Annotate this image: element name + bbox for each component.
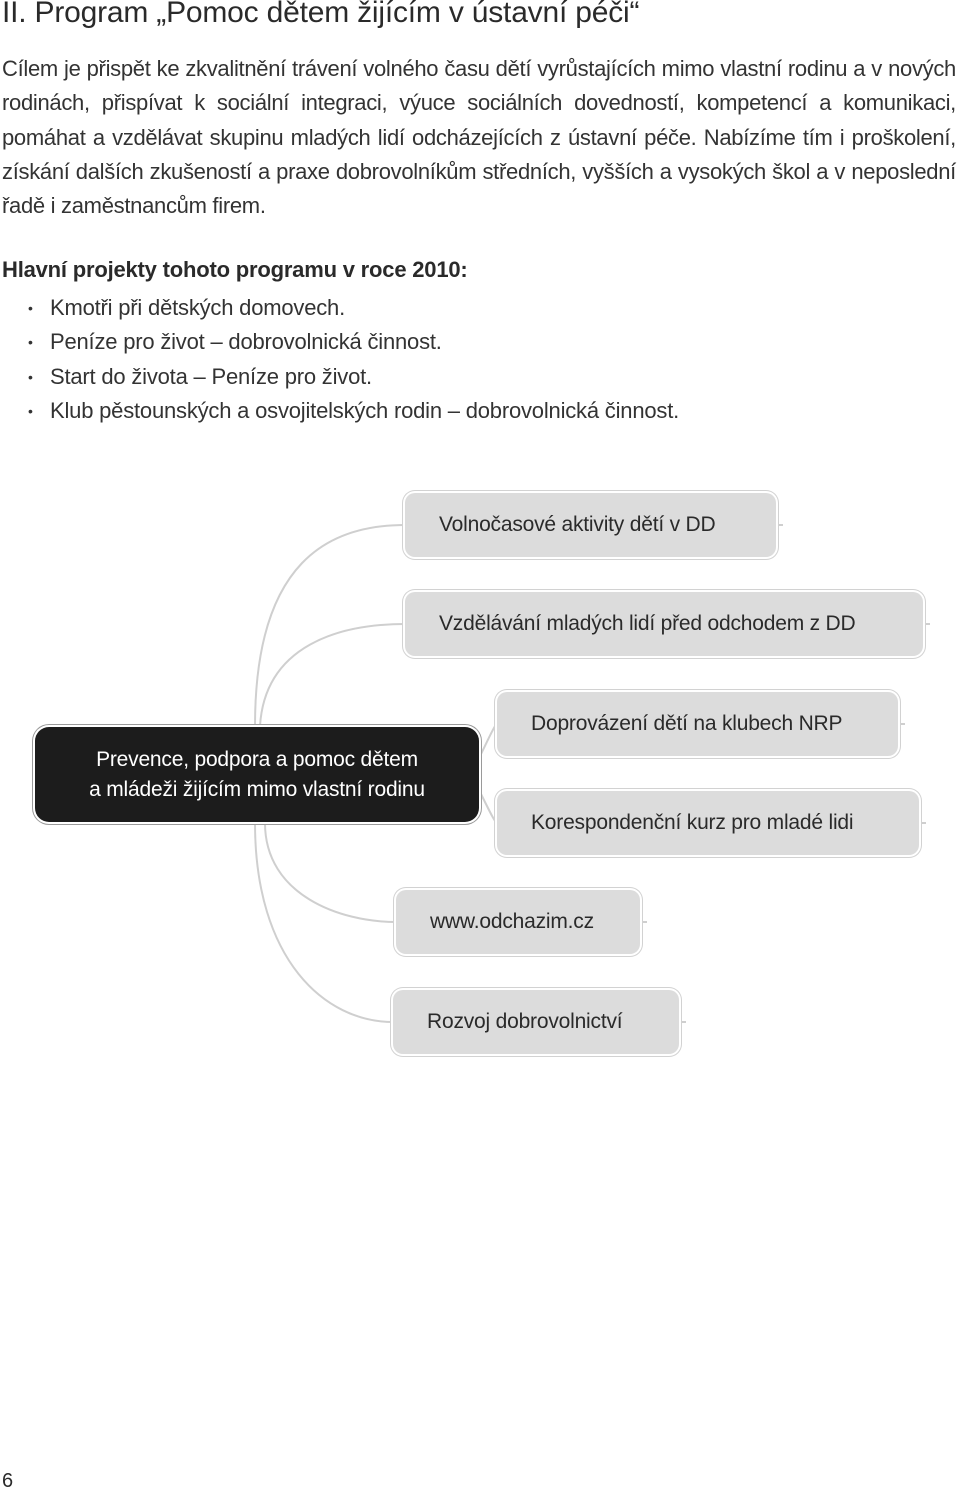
node-label: Doprovázení dětí na klubech NRP	[531, 712, 843, 735]
list-item-text: Klub pěstounských a osvojitelských rodin – dobrovolnická činnost.	[50, 397, 680, 423]
connector-line	[255, 823, 393, 1022]
diagram-node-volunteering	[393, 990, 679, 1054]
page-number: 6	[2, 1470, 14, 1492]
node-label: www.odchazim.cz	[430, 910, 594, 933]
node-label: Vzdělávání mladých lidí před odchodem z DD	[439, 612, 856, 635]
node-label: Rozvoj dobrovolnictví	[427, 1010, 623, 1033]
root-line-1: Prevence, podpora a pomoc dětem	[96, 747, 418, 771]
bullet-icon: •	[28, 402, 33, 419]
bullet-icon: •	[28, 300, 33, 316]
bullet-icon: •	[28, 334, 33, 351]
node-label: Volnočasové aktivity dětí v DD	[439, 513, 716, 536]
diagram-node-website	[396, 890, 640, 954]
intro-paragraph: Cílem je přispět ke zkvalitnění trávení volného času dětí vyrůstajících mimo vlastní rodinu a v nových rodinách, přispívat k sociální integraci, výuce sociálních dovedností, kompetencí a komunikaci, pomáhat a vzdělávat skupinu mladých lidí odcházejících z ústavní péče. Nabízíme tím i proškolení, získání dalších zkušeností a praxe dobrovolníkům středních, vyšších a vysokých škol a v neposlední řadě i zaměstnancům firem.	[2, 56, 956, 219]
connector-line	[260, 624, 405, 726]
diagram-root-node	[35, 727, 479, 822]
diagram-node-education	[405, 592, 923, 656]
page-heading: II. Program „Pomoc dětem žijícím v ústavní péči“	[2, 0, 640, 29]
root-line-2: a mládeži žijícím mimo vlastní rodinu	[89, 777, 425, 801]
list-item-text: Kmotři při dětských domovech.	[50, 295, 345, 320]
diagram-node-leisure	[405, 493, 776, 557]
connector-line	[265, 823, 396, 922]
node-label: Korespondenční kurz pro mladé lidi	[531, 811, 854, 834]
bullet-icon: •	[28, 368, 33, 385]
diagram-node-nrp-clubs	[497, 692, 898, 756]
connector-line	[479, 724, 497, 758]
connector-line	[479, 790, 497, 823]
projects-heading: Hlavní projekty tohoto programu v roce 2010:	[2, 257, 468, 282]
list-item-text: Start do života – Peníze pro život.	[50, 363, 372, 389]
diagram-node-correspondence-course	[497, 791, 919, 855]
list-item-text: Peníze pro život – dobrovolnická činnost.	[50, 329, 442, 355]
